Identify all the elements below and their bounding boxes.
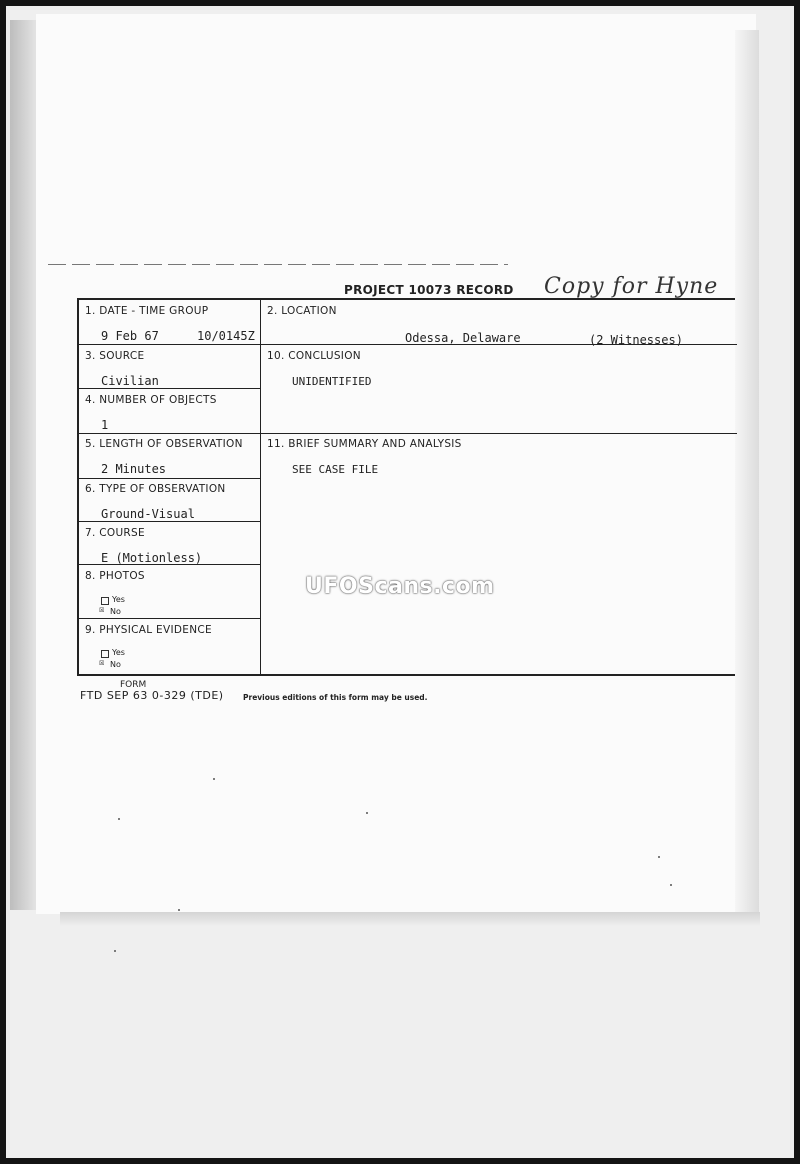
scan-speck — [670, 884, 672, 886]
photos-label: 8. PHOTOS — [85, 570, 145, 582]
scan-speck — [114, 950, 116, 952]
left-page-shadow — [10, 20, 38, 910]
row-divider — [79, 521, 261, 522]
photos-yes-checkbox — [101, 597, 109, 605]
watermark: UFOScans.com — [305, 574, 495, 599]
summary-label: 11. BRIEF SUMMARY AND ANALYSIS — [267, 438, 462, 450]
course-label: 7. COURSE — [85, 527, 145, 539]
row-divider — [79, 388, 261, 389]
photos-no-label: No — [110, 607, 121, 616]
number-of-objects-label: 4. NUMBER OF OBJECTS — [85, 394, 217, 406]
fold-line — [48, 264, 508, 265]
footer-form-word: FORM — [120, 680, 147, 690]
photos-yes-label: Yes — [112, 595, 125, 604]
physical-evidence-no-label: No — [110, 660, 121, 669]
column-divider — [260, 300, 261, 676]
number-of-objects-value: 1 — [101, 418, 109, 432]
location-value: Odessa, Delaware — [405, 331, 521, 345]
physical-evidence-yes-checkbox — [101, 650, 109, 658]
course-value: E (Motionless) — [101, 551, 203, 565]
physical-evidence-no-checkbox-marked: ☒ — [99, 658, 105, 668]
physical-evidence-yes-label: Yes — [112, 648, 125, 657]
witnesses-value: (2 Witnesses) — [589, 333, 683, 347]
right-page-edge — [735, 30, 759, 915]
conclusion-label: 10. CONCLUSION — [267, 350, 361, 362]
photos-no-checkbox-marked: ☒ — [99, 605, 105, 615]
row-divider — [79, 618, 261, 619]
row-divider — [79, 433, 737, 434]
footer-form-code: FTD SEP 63 0-329 (TDE) — [80, 689, 224, 702]
conclusion-value: UNIDENTIFIED — [292, 375, 372, 388]
type-of-observation-value: Ground-Visual — [101, 507, 195, 521]
type-of-observation-label: 6. TYPE OF OBSERVATION — [85, 483, 226, 495]
record-form — [77, 298, 735, 676]
date-value: 9 Feb 67 — [101, 329, 159, 343]
scan-speck — [118, 818, 120, 820]
footer-note: Previous editions of this form may be used. — [243, 693, 428, 702]
time-value: 10/0145Z — [197, 329, 255, 343]
bottom-page-shadow — [60, 912, 760, 926]
scan-speck — [658, 856, 660, 858]
length-of-observation-value: 2 Minutes — [101, 462, 167, 476]
summary-value: SEE CASE FILE — [292, 463, 379, 476]
source-label: 3. SOURCE — [85, 350, 145, 362]
source-value: Civilian — [101, 374, 159, 388]
location-label: 2. LOCATION — [267, 305, 337, 317]
scan-speck — [366, 812, 368, 814]
handwritten-note: Copy for Hyne — [544, 274, 719, 299]
row-divider — [79, 478, 261, 479]
length-of-observation-label: 5. LENGTH OF OBSERVATION — [85, 438, 243, 450]
scan-speck — [213, 778, 215, 780]
date-time-group-label: 1. DATE - TIME GROUP — [85, 305, 209, 317]
physical-evidence-label: 9. PHYSICAL EVIDENCE — [85, 624, 212, 636]
scan-speck — [178, 909, 180, 911]
record-title: PROJECT 10073 RECORD — [344, 283, 514, 297]
